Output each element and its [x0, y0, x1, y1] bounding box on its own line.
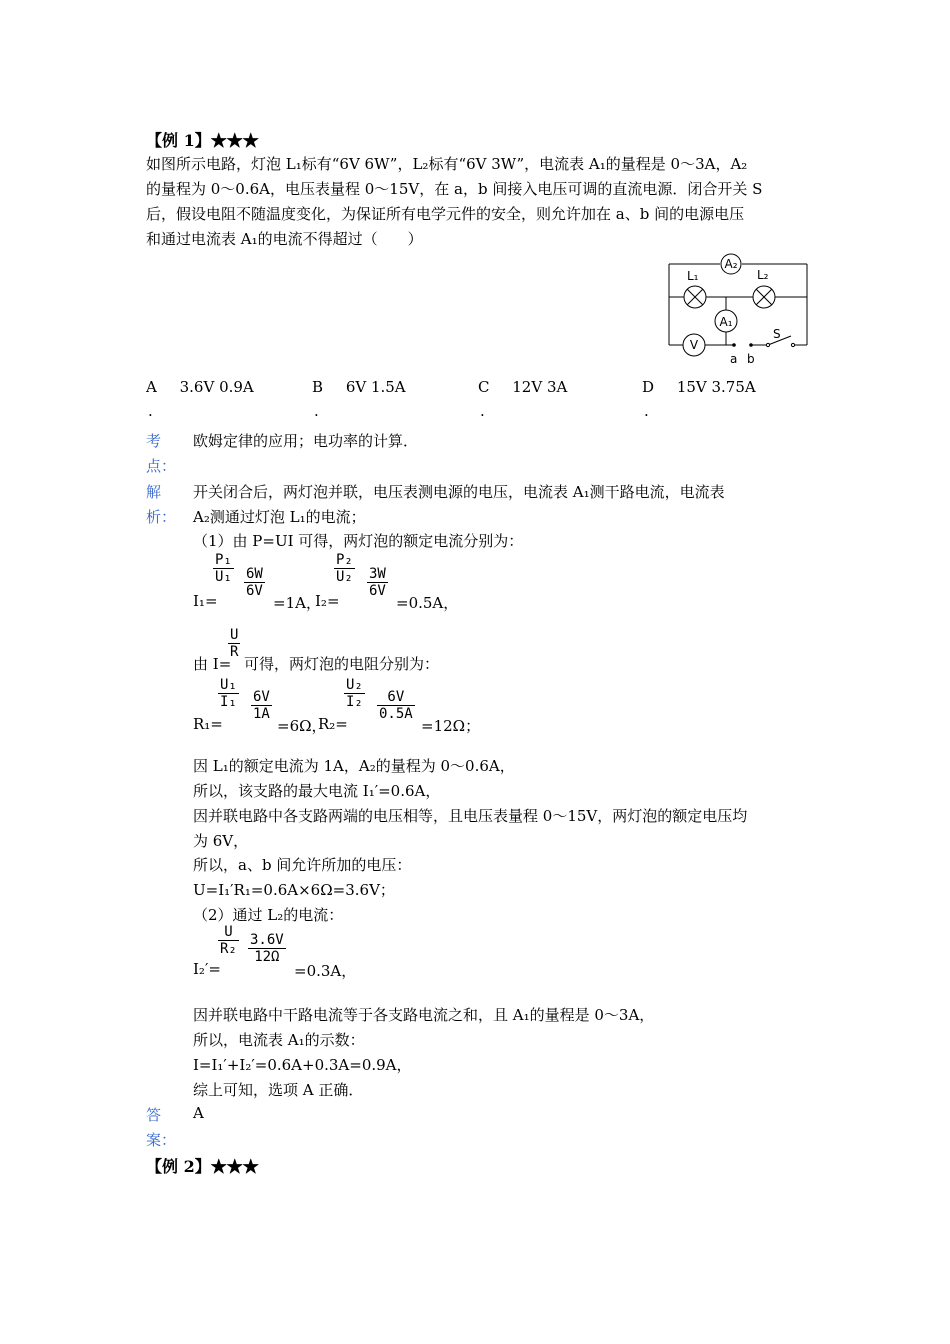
i2prime-prefix: I₂′= — [193, 960, 221, 978]
option-b-text: 6V 1.5A — [345, 378, 406, 396]
body-line-4: 为 6V， — [193, 832, 249, 850]
terminal-a-label: a — [730, 352, 738, 366]
body-line-1: 因 L₁的额定电流为 1A，A₂的量程为 0～0.6A， — [193, 757, 515, 775]
i2prime-fraction-values: $\frac{3.6V}{12\Omega}$ — [250, 932, 284, 965]
option-a — [146, 378, 254, 396]
option-c-letter: C — [478, 378, 490, 396]
switch-label: S — [773, 327, 781, 341]
i1-result: =1A， — [273, 594, 321, 612]
option-d — [642, 378, 756, 396]
kaodian-label-1: 考 — [146, 432, 162, 450]
final-line-4: 综上可知，选项 A 正确． — [193, 1081, 364, 1099]
terminal-b-label: b — [747, 352, 755, 366]
jiexi-line-2: A₂测通过灯泡 L₁的电流； — [193, 508, 366, 526]
example-2-title: 【例 2】★★★ — [146, 1157, 259, 1176]
answer-label-2: 案： — [146, 1131, 177, 1149]
question-line-4: 和通过电流表 A₁的电流不得超过（ ） — [146, 230, 423, 248]
r2-prefix: R₂= — [318, 715, 348, 733]
r2-fraction-ui: $\frac{\text{U₂}}{\text{I₂}}$ — [346, 677, 363, 710]
body-line-7: （2）通过 L₂的电流： — [193, 906, 344, 924]
body-line-6: U=I₁′R₁=0.6A×6Ω=3.6V； — [193, 881, 395, 899]
i1-prefix: I₁= — [193, 592, 218, 610]
r1-prefix: R₁= — [193, 715, 223, 733]
i1-fraction-values: $\frac{6W}{6V}$ — [246, 566, 263, 599]
answer-label-1: 答 — [146, 1106, 162, 1124]
option-b-letter: B — [312, 378, 324, 396]
l2-label: L₂ — [757, 268, 769, 282]
a2-meter-label: A₂ — [724, 257, 738, 271]
r1-result: =6Ω， — [277, 717, 327, 735]
ohm-suffix: 可得，两灯泡的电阻分别为： — [244, 655, 440, 673]
l1-label: L₁ — [687, 269, 699, 283]
question-line-1: 如图所示电路，灯泡 L₁标有“6V 6W”，L₂标有“6V 3W”，电流表 A₁的量程是 0～3A，A₂ — [146, 155, 748, 173]
option-d-text: 15V 3.75A — [676, 378, 756, 396]
i2-result: =0.5A， — [396, 594, 459, 612]
jiexi-label-1: 解 — [146, 483, 162, 501]
r1-fraction-values: $\frac{6V}{1A}$ — [253, 689, 270, 722]
r2-fraction-values: $\frac{6V}{0.5A}$ — [379, 689, 413, 722]
kaodian-text: 欧姆定律的应用；电功率的计算． — [193, 432, 419, 450]
ohm-prefix: 由 I= — [193, 655, 232, 673]
final-line-3: I=I₁′+I₂′=0.6A+0.3A=0.9A， — [193, 1056, 412, 1074]
option-c-text: 12V 3A — [512, 378, 568, 396]
kaodian-label-2: 点： — [146, 457, 177, 475]
example-1-title: 【例 1】★★★ — [146, 131, 259, 150]
r2-result: =12Ω； — [421, 717, 481, 735]
voltmeter-label: V — [689, 338, 699, 352]
final-line-1: 因并联电路中干路电流等于各支路电流之和，且 A₁的量程是 0～3A， — [193, 1006, 655, 1024]
i1-fraction-pu: $\frac{\text{P₁}}{\text{U₁}}$ — [215, 552, 232, 585]
a1-meter-label: A₁ — [719, 315, 733, 329]
final-line-2: 所以，电流表 A₁的示数： — [193, 1031, 365, 1049]
body-line-2: 所以，该支路的最大电流 I₁′=0.6A， — [193, 782, 441, 800]
i2-prefix: I₂= — [315, 592, 340, 610]
question-line-2: 的量程为 0～0.6A，电压表量程 0～15V，在 a，b 间接入电压可调的直流电源．闭合开关 S — [146, 180, 763, 198]
option-a-text: 3.6V 0.9A — [179, 378, 254, 396]
question-line-3: 后，假设电阻不随温度变化，为保证所有电学元件的安全，则允许加在 a、b 间的电源电压 — [146, 205, 745, 223]
i2prime-result: =0.3A， — [294, 962, 357, 980]
option-a-letter: A — [146, 378, 157, 396]
circuit-diagram — [665, 252, 815, 370]
step-1-text: （1）由 P=UI 可得，两灯泡的额定电流分别为： — [193, 532, 524, 550]
ohm-fraction: $\frac{U}{R}$ — [230, 627, 239, 660]
answer-value: A — [193, 1104, 204, 1122]
option-b — [312, 378, 406, 396]
jiexi-line-1: 开关闭合后，两灯泡并联，电压表测电源的电压，电流表 A₁测干路电流，电流表 — [193, 483, 725, 501]
r1-fraction-ui: $\frac{\text{U₁}}{\text{I₁}}$ — [220, 677, 237, 710]
i2-fraction-pu: $\frac{\text{P₂}}{\text{U₂}}$ — [336, 552, 353, 585]
body-line-3: 因并联电路中各支路两端的电压相等，且电压表量程 0～15V，两灯泡的额定电压均 — [193, 807, 748, 825]
option-d-letter: D — [642, 378, 655, 396]
option-c — [478, 378, 567, 396]
i2-fraction-values: $\frac{3W}{6V}$ — [369, 566, 386, 599]
jiexi-label-2: 析： — [146, 508, 177, 526]
i2prime-fraction-ur: $\frac{U}{\text{R₂}}$ — [220, 924, 237, 957]
body-line-5: 所以，a、b 间允许所加的电压： — [193, 856, 412, 874]
